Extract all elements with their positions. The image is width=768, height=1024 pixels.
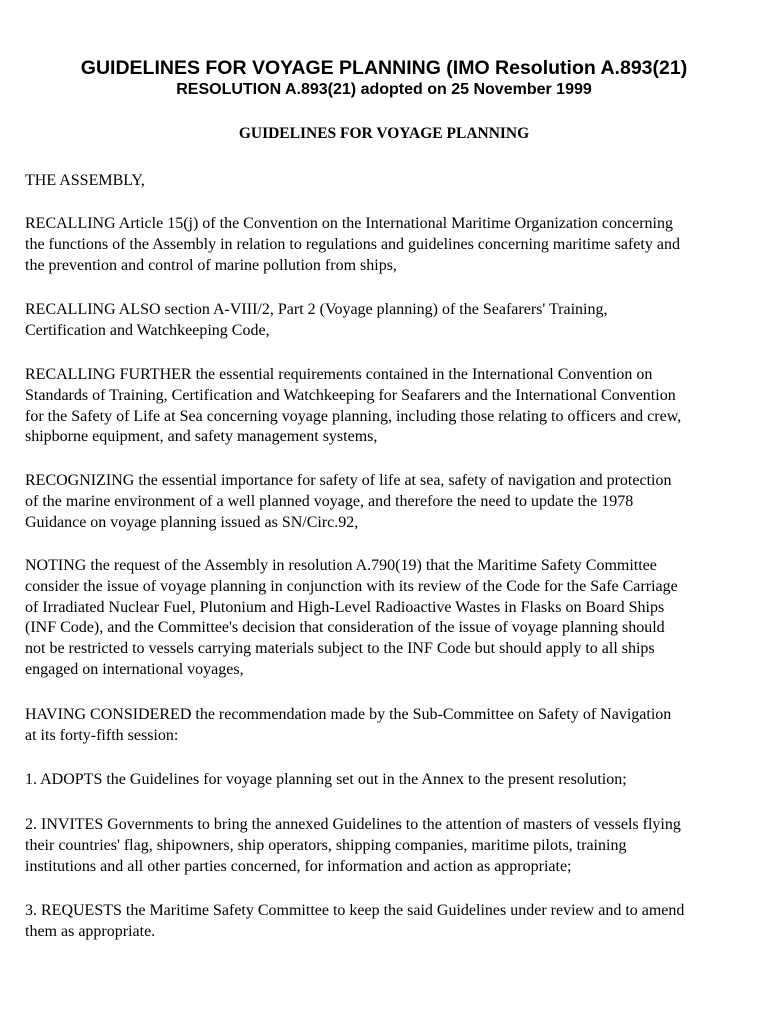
paragraph-noting xyxy=(25,556,747,681)
document-title: GUIDELINES FOR VOYAGE PLANNING (IMO Resolution A.893(21) xyxy=(80,57,688,79)
paragraph-line: their countries' flag, shipowners, ship operators, shipping companies, maritime pilots, training xyxy=(25,836,627,854)
paragraph-line: engaged on international voyages, xyxy=(25,660,244,678)
paragraph-line: Standards of Training, Certification and Watchkeeping for Seafarers and the International Convention xyxy=(25,386,676,404)
paragraph-line: not be restricted to vessels carrying materials subject to the INF Code but should apply to all ships xyxy=(25,640,655,658)
paragraph-line: RECALLING Article 15(j) of the Convention on the International Maritime Organization concerning xyxy=(25,215,673,232)
paragraph-line: RECALLING FURTHER the essential requirements contained in the International Convention on xyxy=(25,366,653,383)
paragraph-line: HAVING CONSIDERED the recommendation made by the Sub-Committee on Safety of Navigation xyxy=(25,706,672,723)
paragraph-line: 2. INVITES Governments to bring the annexed Guidelines to the attention of masters of vessels flying xyxy=(25,816,681,833)
document-subtitle: RESOLUTION A.893(21) adopted on 25 November 1999 xyxy=(176,81,592,98)
paragraph-line: NOTING the request of the Assembly in resolution A.790(19) that the Maritime Safety Committee xyxy=(25,557,657,574)
paragraph-recalling-also xyxy=(25,300,747,342)
paragraph-line: the prevention and control of marine pollution from ships, xyxy=(25,256,397,274)
paragraph-line: Guidance on voyage planning issued as SN/Circ.92, xyxy=(25,513,359,531)
paragraph-adopts xyxy=(25,770,747,791)
paragraph-line: them as appropriate. xyxy=(25,922,156,940)
paragraph-line: of Irradiated Nuclear Fuel, Plutonium and High-Level Radioactive Wastes in Flasks on Board Ships xyxy=(25,598,665,616)
paragraph-recalling xyxy=(25,214,747,276)
paragraph-line: consider the issue of voyage planning in conjunction with its review of the Code for the Safe Carriage xyxy=(25,577,678,595)
paragraph-line: for the Safety of Life at Sea concerning voyage planning, including those relating to officers and crew, xyxy=(25,407,682,425)
paragraph-line: (INF Code), and the Committee's decision that consideration of the issue of voyage planning should xyxy=(25,619,665,637)
paragraph-line: at its forty-fifth session: xyxy=(25,726,179,744)
paragraph-requests xyxy=(25,901,747,943)
paragraph-line: Certification and Watchkeeping Code, xyxy=(25,321,270,339)
paragraph-recalling-further xyxy=(25,365,747,448)
paragraph-line: 3. REQUESTS the Maritime Safety Committee to keep the said Guidelines under review and to amend xyxy=(25,902,685,919)
paragraph-line: RECALLING ALSO section A-VIII/2, Part 2 (Voyage planning) of the Seafarers' Training, xyxy=(25,301,608,318)
paragraph-line: RECOGNIZING the essential importance for safety of life at sea, safety of navigation and protection xyxy=(25,472,672,489)
paragraph-line: of the marine environment of a well planned voyage, and therefore the need to update the 1978 xyxy=(25,492,634,510)
section-heading: GUIDELINES FOR VOYAGE PLANNING xyxy=(238,125,530,142)
paragraph-assembly xyxy=(25,171,747,192)
paragraph-having-considered xyxy=(25,705,747,747)
paragraph-line: 1. ADOPTS the Guidelines for voyage planning set out in the Annex to the present resolution; xyxy=(25,771,627,788)
paragraph-invites xyxy=(25,815,747,877)
paragraph-line: the functions of the Assembly in relation to regulations and guidelines concerning maritime safety and xyxy=(25,235,680,253)
paragraph-recognizing xyxy=(25,471,747,533)
paragraph-line: THE ASSEMBLY, xyxy=(25,172,145,189)
paragraph-line: institutions and all other parties concerned, for information and action as appropriate; xyxy=(25,857,572,875)
paragraph-line: shipborne equipment, and safety management systems, xyxy=(25,428,378,446)
